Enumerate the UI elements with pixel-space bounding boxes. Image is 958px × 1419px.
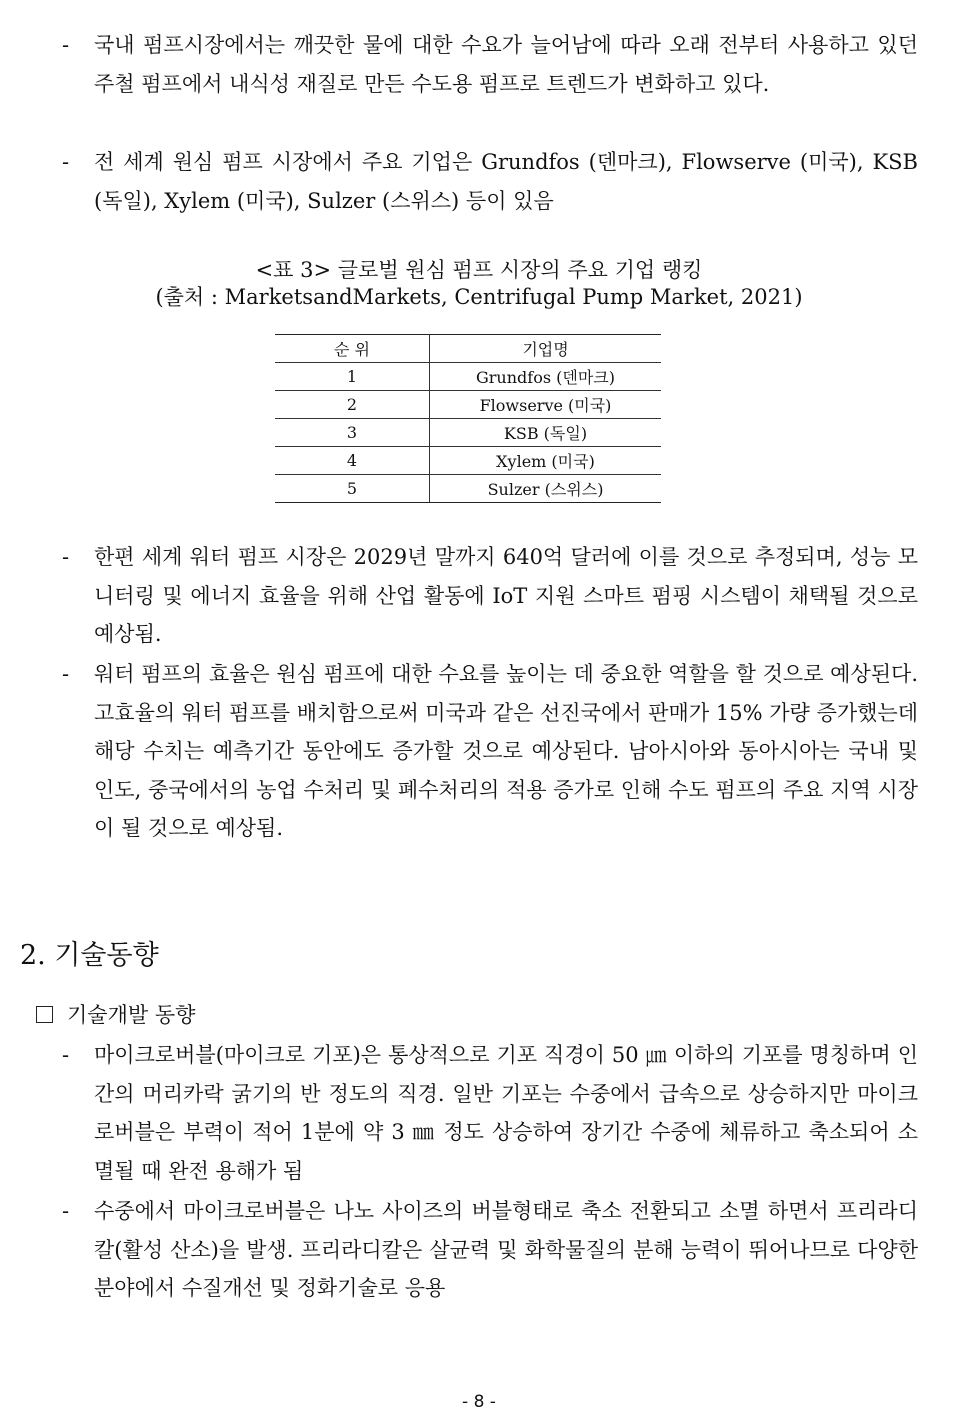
bullet-dash: -: [62, 1199, 70, 1223]
table-row: [275, 475, 661, 503]
table-row: [275, 419, 661, 447]
bullet-text: 국내 펌프시장에서는 깨끗한 물에 대한 수요가 늘어남에 따라 오래 전부터 사용하고 있던 주철 펌프에서 내식성 재질로 만든 수도용 펌프로 트렌드가 변화하고 있다.: [94, 33, 918, 96]
header-company: 기업명: [430, 335, 662, 363]
table-source: (출처 : MarketsandMarkets, Centrifugal Pump Market, 2021): [155, 285, 803, 309]
bullet-text: 수중에서 마이크로버블은 나노 사이즈의 버블형태로 축소 전환되고 소멸 하면서 프리라디칼(활성 산소)을 발생. 프리라디칼은 살균력 및 화학물질의 분해 능력이 뛰어나므로 다양한 분야에서 수질개선 및 정화기술로 응용: [94, 1199, 918, 1300]
table-row: [275, 363, 661, 391]
bullet-dash: -: [62, 545, 70, 569]
bullet-dash: -: [62, 33, 70, 57]
rank-cell: 2: [275, 391, 430, 419]
bullet-text: 워터 펌프의 효율은 원심 펌프에 대한 수요를 높이는 데 중요한 역할을 할 것으로 예상된다. 고효율의 워터 펌프를 배치함으로써 미국과 같은 선진국에서 판매가 15% 가량 증가했는데 해당 수치는 예측기간 동안에도 증가할 것으로 예상된다. 남아시아와 동아시아는 국내 및 인도, 중국에서의 농업 수처리 및 폐수처리의 적용 증가로 인해 수도 펌프의 주요 지역 시장이 될 것으로 예상됨.: [94, 662, 918, 840]
company-cell: Flowserve (미국): [430, 391, 662, 419]
subsection-heading: [36, 998, 195, 1032]
bullet-free-radical: [62, 1192, 918, 1308]
header-rank: 순 위: [275, 335, 430, 363]
bullet-text: 마이크로버블(마이크로 기포)은 통상적으로 기포 직경이 50 ㎛ 이하의 기포를 명칭하며 인간의 머리카락 굵기의 반 정도의 직경. 일반 기포는 수중에서 급속으로 상승하지만 마이크로버블은 부력이 적어 1분에 약 3 ㎜ 정도 상승하여 장기간 수중에 체류하고 축소되어 소멸될 때 완전 용해가 됨: [94, 1043, 918, 1183]
section-heading: 2. 기술동향: [20, 940, 159, 971]
company-cell: KSB (독일): [430, 419, 662, 447]
bullet-water-pump-market: [62, 538, 918, 654]
company-ranking-table: [275, 334, 661, 503]
subsection-title: 기술개발 동향: [67, 1003, 196, 1027]
bullet-text: 한편 세계 워터 펌프 시장은 2029년 말까지 640억 달러에 이를 것으로 추정되며, 성능 모니터링 및 에너지 효율을 위해 산업 활동에 IoT 지원 스마트 펌핑 시스템이 채택될 것으로 예상됨.: [94, 545, 918, 646]
table-row: [275, 391, 661, 419]
company-cell: Xylem (미국): [430, 447, 662, 475]
bullet-water-pump-efficiency: [62, 655, 918, 848]
bullet-dash: -: [62, 662, 70, 686]
bullet-dash: -: [62, 150, 70, 174]
rank-cell: 4: [275, 447, 430, 475]
table-header-row: [275, 335, 661, 363]
checkbox-square-icon: [36, 1006, 53, 1023]
bullet-text: 전 세계 원심 펌프 시장에서 주요 기업은 Grundfos (덴마크), Flowserve (미국), KSB (독일), Xylem (미국), Sulzer (스위스) 등이 있음: [94, 150, 918, 213]
bullet-dash: -: [62, 1043, 70, 1067]
company-cell: Grundfos (덴마크): [430, 363, 662, 391]
bullet-domestic-pump-trend: [62, 26, 918, 103]
rank-cell: 1: [275, 363, 430, 391]
company-cell: Sulzer (스위스): [430, 475, 662, 503]
page-number: - 8 -: [462, 1392, 496, 1412]
rank-cell: 5: [275, 475, 430, 503]
rank-cell: 3: [275, 419, 430, 447]
table-row: [275, 447, 661, 475]
bullet-global-companies: [62, 143, 918, 220]
table-caption: <표 3> 글로벌 원심 펌프 시장의 주요 기업 랭킹: [255, 258, 703, 282]
bullet-microbubble-definition: [62, 1036, 918, 1190]
